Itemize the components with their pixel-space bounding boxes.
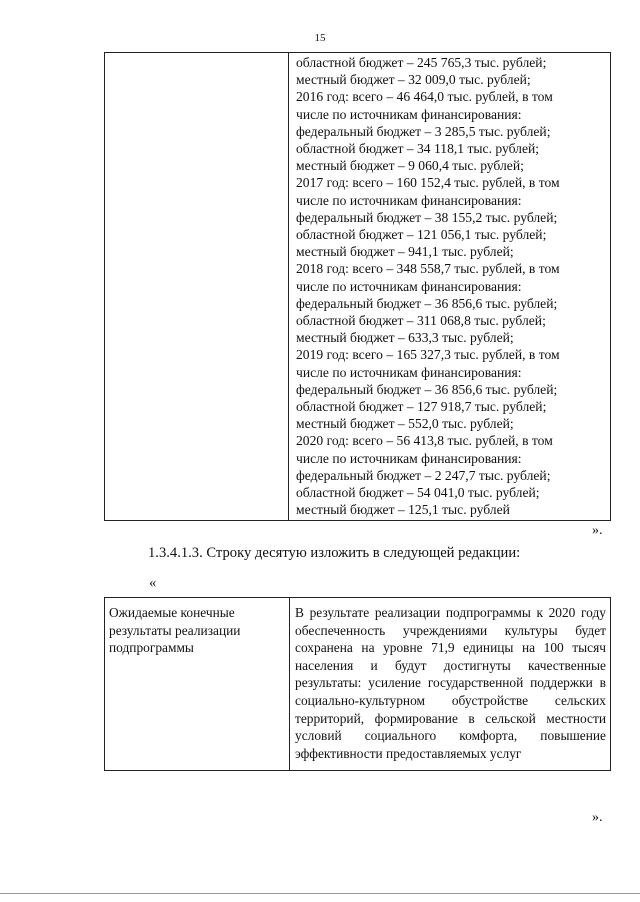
financing-line: числе по источникам финансирования:	[296, 364, 522, 380]
financing-line: местный бюджет – 633,3 тыс. рублей;	[296, 330, 514, 346]
financing-line: местный бюджет – 32 009,0 тыс. рублей;	[296, 72, 531, 88]
financing-line: областной бюджет – 121 056,1 тыс. рублей;	[296, 227, 547, 243]
closing-quote-mark: ».	[592, 523, 603, 538]
financing-line: 2020 год: всего – 56 413,8 тыс. рублей, в том	[296, 433, 553, 449]
expected-results-table	[104, 597, 611, 771]
financing-line: областной бюджет – 311 068,8 тыс. рублей;	[296, 313, 546, 329]
financing-line: федеральный бюджет – 36 856,6 тыс. рублей;	[296, 381, 558, 397]
financing-line: 2018 год: всего – 348 558,7 тыс. рублей, в том	[296, 261, 560, 277]
page-number: 15	[314, 32, 326, 44]
financing-line: областной бюджет – 34 118,1 тыс. рублей;	[296, 141, 540, 157]
expected-results-label: Ожидаемые конечные результаты реализации подпрограммы	[105, 598, 290, 771]
amendment-instruction: 1.3.4.1.3. Строку десятую изложить в следующей редакции:	[148, 545, 521, 561]
financing-line: местный бюджет – 9 060,4 тыс. рублей;	[296, 158, 524, 174]
financing-line: числе по источникам финансирования:	[296, 192, 522, 208]
closing-quote-mark-2: ».	[592, 810, 603, 825]
financing-line: федеральный бюджет – 38 155,2 тыс. рублей;	[296, 209, 558, 225]
financing-line: местный бюджет – 125,1 тыс. рублей	[296, 502, 510, 518]
financing-line: федеральный бюджет – 3 285,5 тыс. рублей;	[296, 123, 551, 139]
financing-line: 2017 год: всего – 160 152,4 тыс. рублей, в том	[296, 175, 560, 191]
financing-line: областной бюджет – 245 765,3 тыс. рублей;	[296, 55, 547, 70]
financing-table-label-cell	[105, 53, 289, 521]
financing-line: федеральный бюджет – 36 856,6 тыс. рублей;	[296, 295, 558, 311]
financing-table	[104, 52, 611, 521]
financing-line: числе по источникам финансирования:	[296, 450, 522, 466]
bottom-rule	[0, 893, 640, 894]
financing-line: 2019 год: всего – 165 327,3 тыс. рублей, в том	[296, 347, 560, 363]
financing-line: числе по источникам финансирования:	[296, 106, 522, 122]
financing-line: областной бюджет – 127 918,7 тыс. рублей;	[296, 399, 547, 415]
financing-line: 2016 год: всего – 46 464,0 тыс. рублей, в том	[296, 89, 553, 105]
financing-line: числе по источникам финансирования:	[296, 278, 522, 294]
financing-line: местный бюджет – 552,0 тыс. рублей;	[296, 416, 514, 432]
financing-line: федеральный бюджет – 2 247,7 тыс. рублей;	[296, 467, 551, 483]
financing-line: местный бюджет – 941,1 тыс. рублей;	[296, 244, 514, 260]
financing-table-content-cell	[289, 53, 611, 521]
expected-results-text: В результате реализации подпрограммы к 2020 году обеспеченность учреждениями культуры будет сохранена на уровне 71,9 единицы на 100 тысяч населения и будут достигнуты качественные результаты: усиление государственной поддержки в социально-культурном обустройстве сельских территорий, формирование в сельской местности условий социального комфорта, повышение эффективности предоставляемых услуг	[290, 598, 611, 771]
opening-quote-mark: «	[149, 575, 157, 591]
financing-line: областной бюджет – 54 041,0 тыс. рублей;	[296, 485, 540, 501]
